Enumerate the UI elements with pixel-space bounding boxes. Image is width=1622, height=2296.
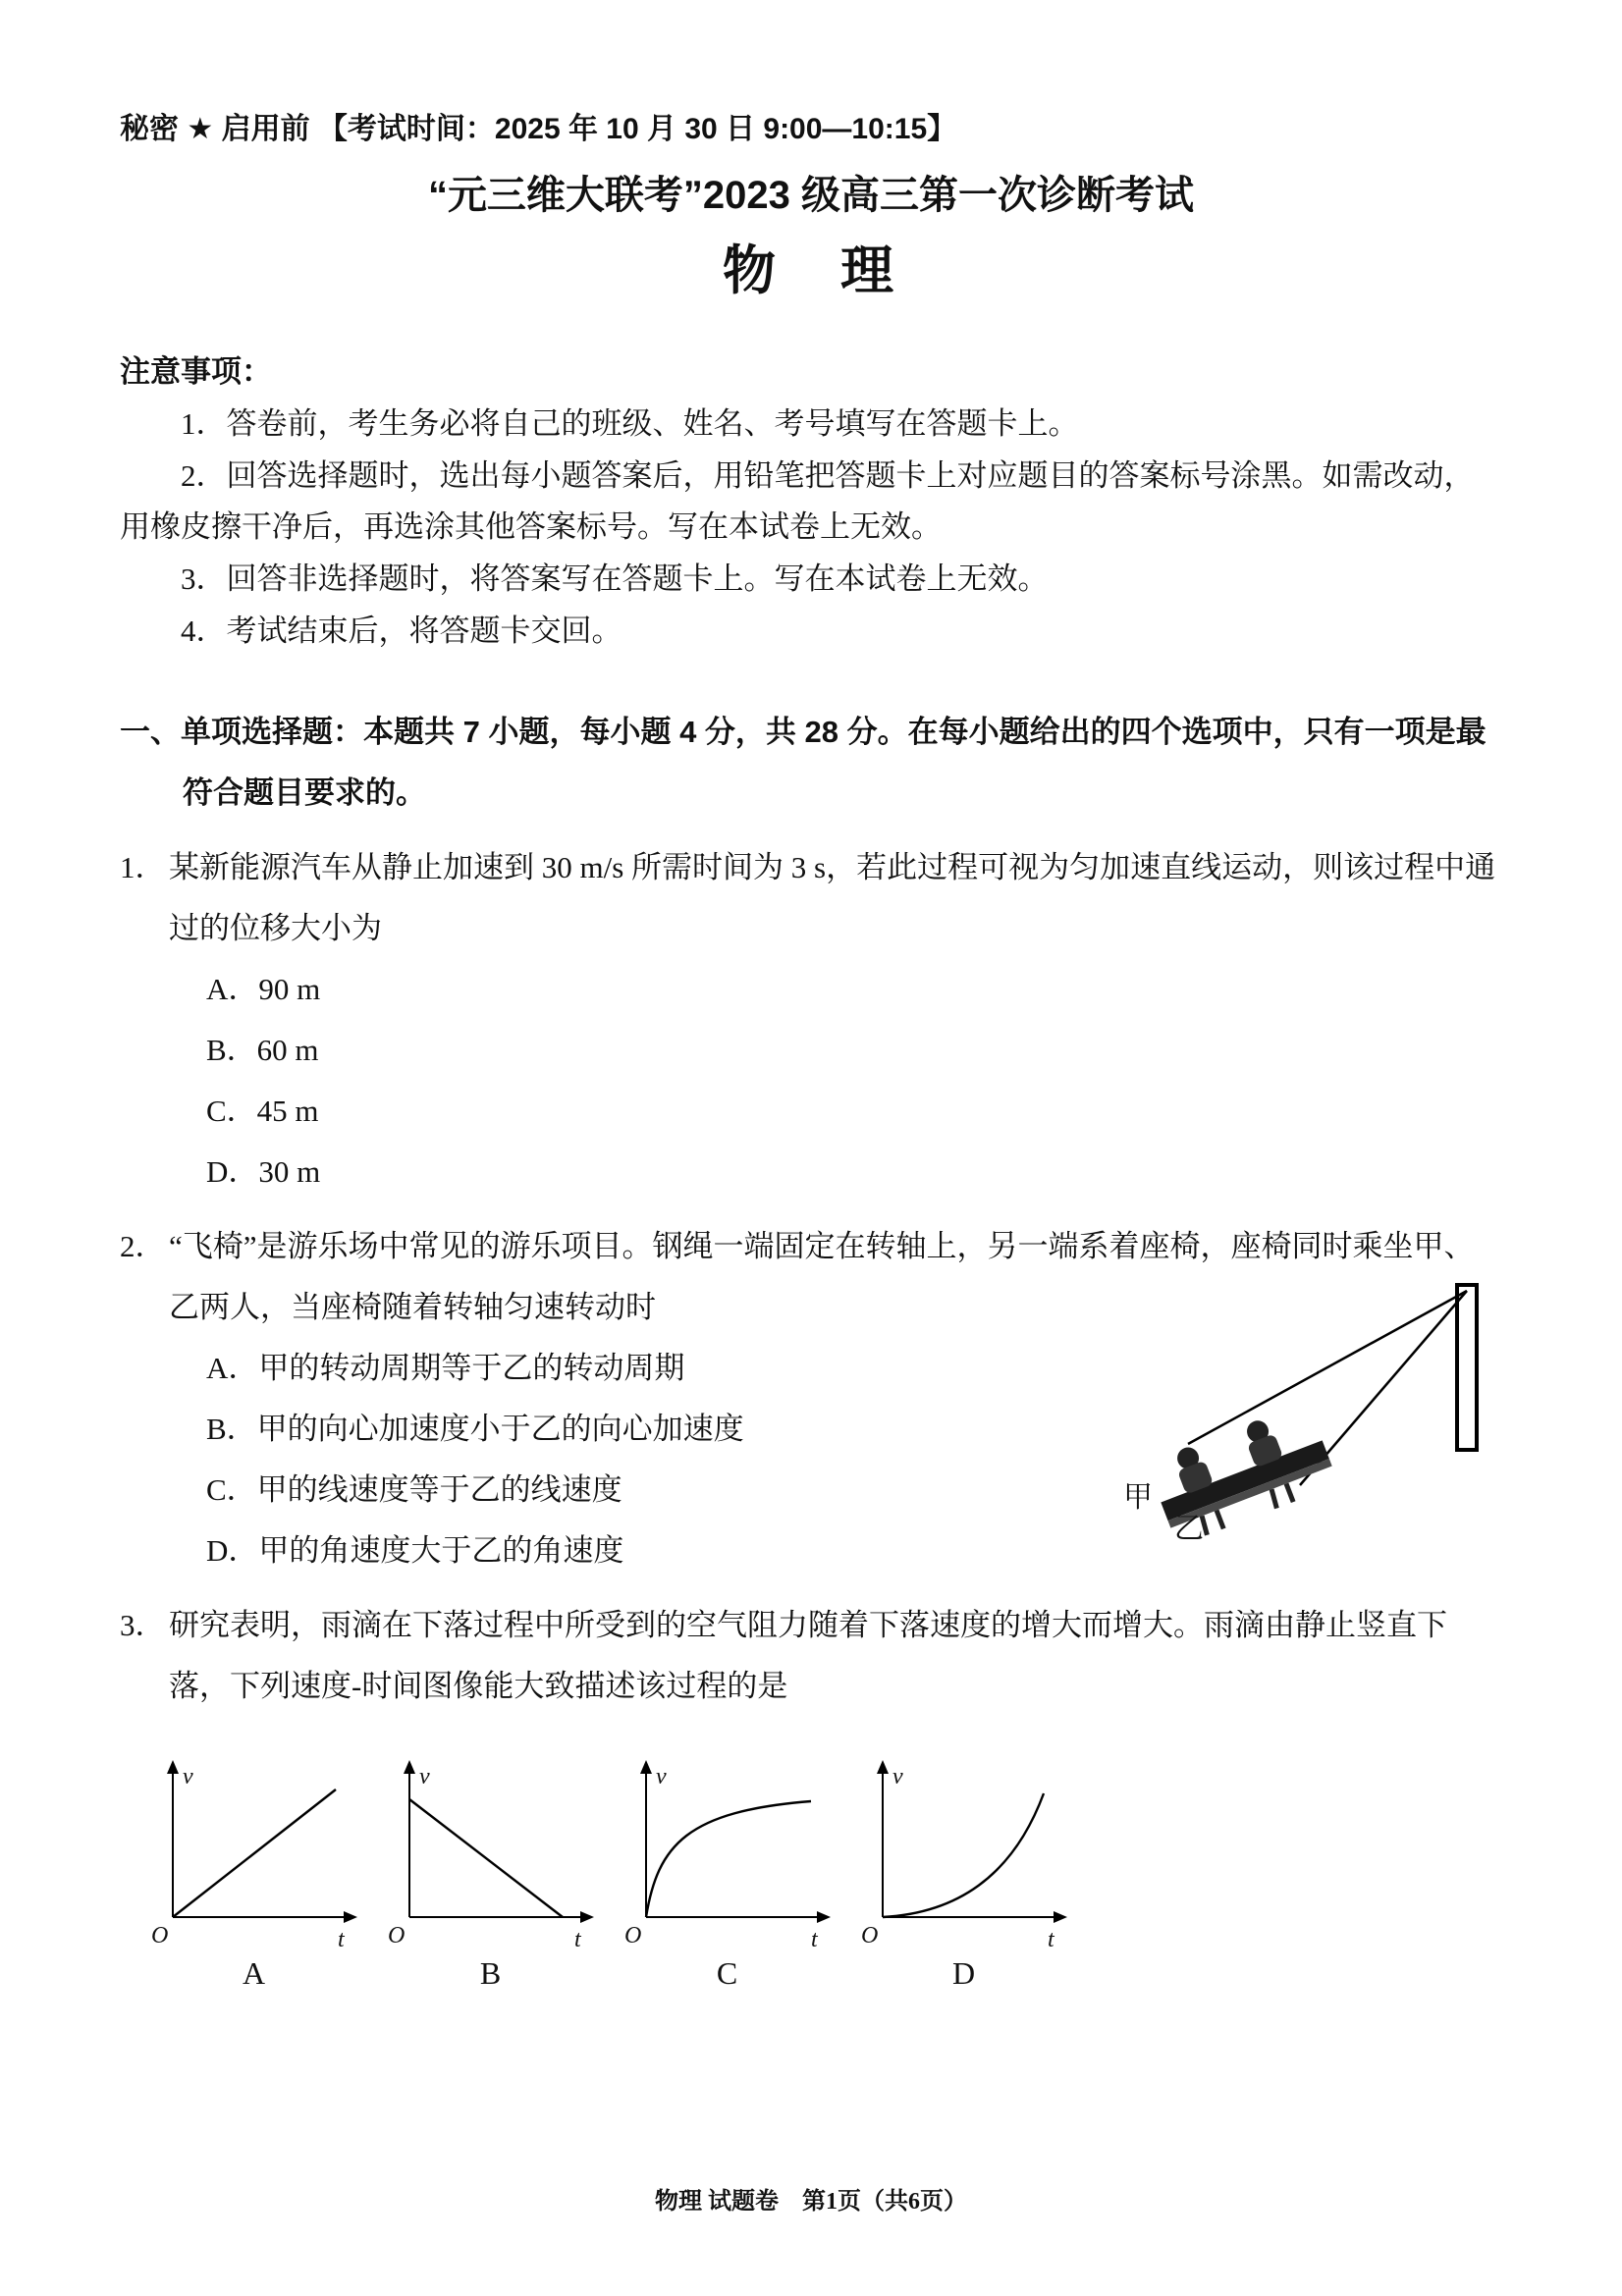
question-2-body: “飞椅”是游乐场中常见的游乐项目。钢绳一端固定在转轴上，另一端系着座椅，座椅同时乘坐甲、乙两人，当座椅随着转轴匀速转动时 — [169, 1229, 1475, 1325]
x-axis-label: t — [574, 1927, 581, 1951]
notice-section — [120, 347, 1502, 657]
subject-title: 物 理 — [723, 241, 899, 300]
swing-ride-figure — [1041, 1279, 1502, 1544]
question-1 — [120, 837, 1502, 1202]
question-1-option-c: C．45 m — [206, 1094, 319, 1129]
question-1-option-a: A．90 m — [206, 972, 321, 1007]
question-2 — [120, 1216, 1502, 1581]
question-2-option-a: A．甲的转动周期等于乙的转动周期 — [206, 1351, 685, 1386]
vt-graph-d — [853, 1754, 1074, 1992]
question-2-number: 2． — [120, 1229, 166, 1264]
y-axis-arrow — [404, 1760, 415, 1774]
rider-leg — [1286, 1484, 1293, 1503]
x-axis-label: t — [811, 1927, 818, 1951]
notice-title: 注意事项： — [120, 354, 272, 390]
question-3-number: 3． — [120, 1608, 166, 1643]
origin-label: O — [388, 1923, 406, 1949]
rider-leg — [1270, 1489, 1278, 1508]
notice-item-3: 3．回答非选择题时，将答案写在答题卡上。写在本试卷上无效。 — [181, 561, 1049, 596]
vt-graph-b — [380, 1754, 601, 1992]
y-axis-arrow — [167, 1760, 179, 1774]
security-header: 秘密 ★ 启用前 【考试时间：2025 年 10 月 30 日 9:00—10:15】 — [120, 113, 957, 145]
x-axis-arrow — [344, 1911, 357, 1923]
label-jia: 甲 — [1123, 1481, 1153, 1515]
vt-graph-d-svg — [853, 1754, 1074, 1950]
graph-label-a: A — [242, 1955, 266, 1992]
rotation-pole — [1457, 1285, 1477, 1450]
vt-graph-c — [617, 1754, 838, 1992]
vt-graph-a — [143, 1754, 364, 1992]
y-axis-arrow — [877, 1760, 889, 1774]
x-axis-arrow — [580, 1911, 594, 1923]
exam-title: “元三维大联考”2023 级高三第一次诊断考试 — [427, 174, 1195, 217]
question-2-option-b: B．甲的向心加速度小于乙的向心加速度 — [206, 1412, 744, 1447]
vt-graph-a-svg — [143, 1754, 364, 1950]
question-2-option-c: C．甲的线速度等于乙的线速度 — [206, 1472, 622, 1508]
rope-line-left — [1188, 1291, 1467, 1444]
x-axis-label: t — [338, 1927, 345, 1951]
origin-label: O — [151, 1923, 169, 1949]
curve-linear-increasing — [173, 1789, 336, 1917]
x-axis-label: t — [1048, 1927, 1054, 1951]
notice-item-2: 2．回答选择题时，选出每小题答案后，用铅笔把答题卡上对应题目的答案标号涂黑。如需改动，用橡皮擦干净后，再选涂其他答案标号。写在本试卷上无效。 — [120, 457, 1475, 545]
question-1-body: 某新能源汽车从静止加速到 30 m/s 所需时间为 3 s，若此过程可视为匀加速直线运动，则该过程中通过的位移大小为 — [169, 850, 1496, 946]
y-axis-label: v — [656, 1764, 667, 1790]
notice-item-4: 4．考试结束后，将答题卡交回。 — [181, 613, 622, 648]
question-1-option-b: B．60 m — [206, 1033, 319, 1068]
swing-ride-illustration — [1041, 1279, 1502, 1544]
question-3 — [120, 1595, 1502, 1717]
curve-concave-down — [646, 1801, 811, 1917]
graph-label-c: C — [716, 1955, 738, 1992]
rider-leg — [1216, 1511, 1223, 1529]
x-axis-arrow — [1054, 1911, 1067, 1923]
question-2-option-d: D．甲的角速度大于乙的角速度 — [206, 1533, 624, 1569]
question-1-option-d: D．30 m — [206, 1154, 321, 1190]
y-axis-label: v — [183, 1764, 193, 1790]
notice-item-1: 1．答卷前，考生务必将自己的班级、姓名、考号填写在答题卡上。 — [181, 405, 1079, 441]
y-axis-label: v — [419, 1764, 430, 1790]
question-1-text — [120, 837, 1502, 959]
graph-label-b: B — [479, 1955, 502, 1992]
curve-linear-decreasing — [409, 1799, 563, 1917]
y-axis-label: v — [892, 1764, 903, 1790]
question-3-text — [120, 1595, 1502, 1717]
curve-concave-up — [883, 1793, 1044, 1917]
x-axis-arrow — [817, 1911, 831, 1923]
page-footer: 物理 试题卷 第1页（共6页） — [655, 2188, 967, 2215]
origin-label: O — [624, 1923, 642, 1949]
origin-label: O — [861, 1923, 879, 1949]
graph-label-d: D — [951, 1955, 976, 1992]
vt-graph-c-svg — [617, 1754, 838, 1950]
section-title: 一、单项选择题：本题共 7 小题，每小题 4 分，共 28 分。在每小题给出的四个选项中，只有一项是最符合题目要求的。 — [120, 715, 1487, 811]
vt-graph-b-svg — [380, 1754, 601, 1950]
question-1-number: 1． — [120, 850, 166, 885]
question-3-body: 研究表明，雨滴在下落过程中所受到的空气阻力随着下落速度的增大而增大。雨滴由静止竖直下落，下列速度-时间图像能大致描述该过程的是 — [169, 1608, 1447, 1704]
y-axis-arrow — [640, 1760, 652, 1774]
vt-graphs-row — [143, 1754, 1502, 1992]
label-yi: 乙 — [1174, 1513, 1204, 1545]
